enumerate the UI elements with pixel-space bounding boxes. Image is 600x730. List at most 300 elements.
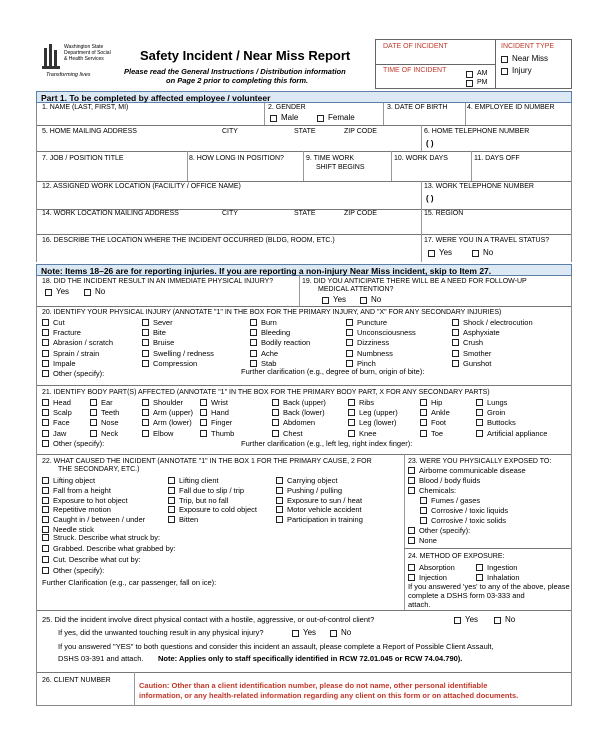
method-absorption-checkbox[interactable]: [408, 564, 415, 571]
injury-asphyxiate-checkbox[interactable]: [452, 329, 459, 336]
injury-bodily-reaction-label: Bodily reaction: [261, 338, 311, 348]
injury-gunshot-checkbox[interactable]: [452, 360, 459, 367]
q25-no-label: No: [505, 615, 516, 624]
cause-fall-from-a-height-label: Fall from a height: [53, 485, 111, 495]
q25b-no-checkbox[interactable]: [330, 630, 337, 637]
cause-trip-but-no-fall-checkbox[interactable]: [168, 497, 175, 504]
injury-sprain-strain-option[interactable]: [42, 349, 99, 358]
q25b-yes-checkbox[interactable]: [292, 630, 299, 637]
cause-participation-in-training-checkbox[interactable]: [276, 516, 283, 523]
cause-repetitive-motion-checkbox[interactable]: [42, 506, 49, 513]
agency-line-1: Washington State: [64, 44, 104, 50]
chemical-corrosive-toxic-liquids-label: Corrosive / toxic liquids: [431, 505, 509, 515]
method-ingestion-label: Ingestion: [487, 563, 518, 572]
body-leg-upper-checkbox[interactable]: [348, 409, 355, 416]
cause-lifting-client-option[interactable]: [168, 476, 219, 485]
q24-label: 24. METHOD OF EXPOSURE:: [408, 553, 505, 560]
am-option[interactable]: [466, 70, 488, 78]
body-shoulder-option[interactable]: [142, 398, 183, 407]
method-absorption-option[interactable]: [408, 563, 455, 572]
injury-fracture-checkbox[interactable]: [42, 329, 49, 336]
injury-burn-checkbox[interactable]: [250, 319, 257, 326]
injury-sever-label: Sever: [153, 318, 173, 327]
q25b-yes-option[interactable]: [292, 628, 316, 638]
injury-abrasion-scratch-label: Abrasion / scratch: [53, 338, 114, 348]
injury-swelling-redness-option[interactable]: [142, 349, 214, 358]
shift-begins-label-1: 9. TIME WORK: [306, 155, 355, 162]
body-face-label: Face: [53, 418, 70, 428]
body-knee-option[interactable]: [348, 429, 377, 438]
body-ear-checkbox[interactable]: [90, 399, 97, 406]
injury-bleeding-label: Bleeding: [261, 328, 291, 338]
body-neck-option[interactable]: [90, 429, 118, 438]
days-off-label: 11. DAYS OFF: [474, 155, 520, 162]
cause-fall-from-a-height-checkbox[interactable]: [42, 487, 49, 494]
body-artificial-appliance-checkbox[interactable]: [476, 430, 483, 437]
body-hip-checkbox[interactable]: [420, 399, 427, 406]
q19-label-1: 19. DID YOU ANTICIPATE THERE WILL BE A NEED FOR FOLLOW-UP: [302, 278, 527, 285]
body-back-upper-checkbox[interactable]: [272, 399, 279, 406]
q18-no-checkbox[interactable]: [84, 289, 91, 296]
chemical-corrosive-toxic-solids-checkbox[interactable]: [420, 517, 427, 524]
cause-desc-grabbed-describe-what-grabbed-by-option[interactable]: [42, 544, 176, 553]
exposure-airborne-communicable-disease-checkbox[interactable]: [408, 467, 415, 474]
body-thumb-option[interactable]: [200, 429, 234, 438]
body-jaw-option[interactable]: [42, 429, 66, 438]
cause-exposure-to-cold-object-option[interactable]: [168, 505, 257, 514]
body-lungs-option[interactable]: [476, 398, 507, 407]
body-hip-option[interactable]: [420, 398, 442, 407]
body-abdomen-label: Abdomen: [283, 418, 316, 428]
injury-shock-electrocution-checkbox[interactable]: [452, 319, 459, 326]
home-state-label: STATE: [294, 128, 316, 135]
body-ribs-option[interactable]: [348, 398, 374, 407]
body-back-upper-option[interactable]: [272, 398, 326, 407]
chemical-corrosive-toxic-liquids-option[interactable]: [420, 506, 508, 515]
exposure-airborne-communicable-disease-option[interactable]: [408, 466, 526, 475]
injury-abrasion-scratch-option[interactable]: [42, 338, 113, 347]
method-ingestion-option[interactable]: [476, 563, 517, 572]
injury-smother-option[interactable]: [452, 349, 491, 358]
injury-cut-checkbox[interactable]: [42, 319, 49, 326]
body-nose-option[interactable]: [90, 418, 119, 427]
injury-compression-option[interactable]: [142, 359, 197, 368]
injury-puncture-label: Puncture: [357, 318, 388, 327]
home-city-label: CITY: [222, 128, 238, 135]
cause-bitten-checkbox[interactable]: [168, 516, 175, 523]
cause-caught-in-between-under-label: Caught in / between / under: [53, 515, 146, 525]
injury-dizziness-label: Dizziness: [357, 338, 390, 348]
body-teeth-option[interactable]: [90, 408, 119, 417]
injury-bodily-reaction-option[interactable]: [250, 338, 310, 347]
home-zip-label: ZIP CODE: [344, 128, 377, 135]
injury-cut-option[interactable]: [42, 318, 65, 327]
body-arm-upper-option[interactable]: [142, 408, 193, 417]
cause-motor-vehicle-accident-option[interactable]: [276, 505, 362, 514]
body-abdomen-option[interactable]: [272, 418, 315, 427]
cause-lifting-client-checkbox[interactable]: [168, 477, 175, 484]
am-label: AM: [477, 70, 488, 77]
body-nose-checkbox[interactable]: [90, 419, 97, 426]
cause-desc-other-specify-option[interactable]: [42, 566, 104, 575]
cause-desc-struck-describe-what-struck-by-label: Struck. Describe what struck by:: [53, 533, 161, 542]
injury-smother-checkbox[interactable]: [452, 350, 459, 357]
injury-asphyxiate-option[interactable]: [452, 328, 500, 337]
cause-desc-struck-describe-what-struck-by-checkbox[interactable]: [42, 534, 49, 541]
injury-other-specify-option[interactable]: [42, 369, 104, 378]
q18-yes-option[interactable]: [45, 287, 69, 297]
body-arm-upper-checkbox[interactable]: [142, 409, 149, 416]
form-title: Safety Incident / Near Miss Report: [140, 48, 351, 63]
injury-fracture-label: Fracture: [53, 328, 81, 338]
body-other-specify-label: Other (specify):: [53, 438, 105, 448]
travel-yes-checkbox[interactable]: [428, 250, 435, 257]
injury-fracture-option[interactable]: [42, 328, 81, 337]
injury-gunshot-option[interactable]: [452, 359, 491, 368]
chemical-fumes-gases-label: Fumes / gases: [431, 496, 481, 505]
injury-sprain-strain-checkbox[interactable]: [42, 350, 49, 357]
injury-checkbox[interactable]: [501, 68, 508, 75]
body-wrist-option[interactable]: [200, 398, 228, 407]
body-other-specify-option[interactable]: [42, 439, 104, 448]
body-scalp-label: Scalp: [53, 408, 72, 418]
body-hand-option[interactable]: [200, 408, 229, 417]
q25-yes-checkbox[interactable]: [454, 617, 461, 624]
injury-crush-checkbox[interactable]: [452, 339, 459, 346]
method-inhalation-option[interactable]: [476, 573, 520, 582]
q19-no-checkbox[interactable]: [360, 297, 367, 304]
body-artificial-appliance-option[interactable]: [476, 429, 547, 438]
cause-desc-cut-describe-what-cut-by-checkbox[interactable]: [42, 556, 49, 563]
cause-trip-but-no-fall-option[interactable]: [168, 496, 228, 505]
cause-fall-from-a-height-option[interactable]: [42, 486, 111, 495]
body-elbow-checkbox[interactable]: [142, 430, 149, 437]
injury-bite-label: Bite: [153, 328, 166, 338]
body-head-option[interactable]: [42, 398, 71, 407]
near-miss-label: Near Miss: [512, 54, 549, 63]
injury-abrasion-scratch-checkbox[interactable]: [42, 339, 49, 346]
injury-bodily-reaction-checkbox[interactable]: [250, 339, 257, 346]
body-buttocks-checkbox[interactable]: [476, 419, 483, 426]
agency-logo: [42, 44, 122, 82]
cause-lifting-object-option[interactable]: [42, 476, 95, 485]
injury-ache-label: Ache: [261, 348, 279, 358]
male-option[interactable]: [270, 113, 298, 123]
injury-stab-label: Stab: [261, 358, 277, 368]
cause-carrying-object-option[interactable]: [276, 476, 337, 485]
injury-unconsciousness-checkbox[interactable]: [346, 329, 353, 336]
q25b-no-option[interactable]: [330, 628, 351, 638]
body-knee-checkbox[interactable]: [348, 430, 355, 437]
body-foot-option[interactable]: [420, 418, 446, 427]
cause-caught-in-between-under-checkbox[interactable]: [42, 516, 49, 523]
injury-swelling-redness-checkbox[interactable]: [142, 350, 149, 357]
injury-bite-checkbox[interactable]: [142, 329, 149, 336]
exposure-none-option[interactable]: [408, 536, 437, 545]
am-checkbox[interactable]: [466, 71, 473, 78]
injury-numbness-option[interactable]: [346, 349, 393, 358]
cause-participation-in-training-option[interactable]: [276, 515, 363, 524]
chemical-fumes-gases-checkbox[interactable]: [420, 497, 427, 504]
q25-yes-option[interactable]: [454, 615, 478, 625]
body-nose-label: Nose: [101, 418, 119, 428]
method-absorption-label: Absorption: [419, 563, 455, 572]
injury-compression-label: Compression: [153, 358, 198, 368]
injury-bruise-checkbox[interactable]: [142, 339, 149, 346]
method-injection-checkbox[interactable]: [408, 574, 415, 581]
injury-bleeding-option[interactable]: [250, 328, 290, 337]
cause-desc-grabbed-describe-what-grabbed-by-label: Grabbed. Describe what grabbed by:: [53, 544, 176, 553]
male-checkbox[interactable]: [270, 115, 277, 122]
injury-bite-option[interactable]: [142, 328, 166, 337]
q25-no-option[interactable]: [494, 615, 515, 625]
body-groin-label: Groin: [487, 408, 506, 418]
method-inhalation-label: Inhalation: [487, 573, 520, 582]
cause-needle-stick-checkbox[interactable]: [42, 526, 49, 533]
cause-desc-other-specify-checkbox[interactable]: [42, 567, 49, 574]
exposure-blood-body-fluids-checkbox[interactable]: [408, 477, 415, 484]
body-back-lower-checkbox[interactable]: [272, 409, 279, 416]
injury-impale-label: Impale: [53, 358, 76, 368]
injury-other-specify-label: Other (specify):: [53, 369, 105, 378]
cause-exposure-to-hot-object-checkbox[interactable]: [42, 497, 49, 504]
injury-unconsciousness-label: Unconsciousness: [357, 328, 416, 338]
travel-status-label: 17. WERE YOU IN A TRAVEL STATUS?: [424, 237, 550, 244]
cause-desc-cut-describe-what-cut-by-option[interactable]: [42, 555, 141, 564]
exposure-other-specify-label: Other (specify):: [419, 526, 471, 535]
body-teeth-checkbox[interactable]: [90, 409, 97, 416]
injury-ache-checkbox[interactable]: [250, 350, 257, 357]
body-back-upper-label: Back (upper): [283, 398, 326, 407]
body-chest-checkbox[interactable]: [272, 430, 279, 437]
injury-ache-option[interactable]: [250, 349, 278, 358]
body-abdomen-checkbox[interactable]: [272, 419, 279, 426]
body-ankle-label: Ankle: [431, 408, 450, 418]
injury-compression-checkbox[interactable]: [142, 360, 149, 367]
injury-dizziness-checkbox[interactable]: [346, 339, 353, 346]
injury-numbness-checkbox[interactable]: [346, 350, 353, 357]
body-ear-option[interactable]: [90, 398, 113, 407]
cause-lifting-object-label: Lifting object: [53, 476, 96, 485]
injury-shock-electrocution-label: Shock / electrocution: [463, 318, 533, 327]
body-other-specify-checkbox[interactable]: [42, 440, 49, 447]
body-arm-lower-option[interactable]: [142, 418, 192, 427]
method-ingestion-checkbox[interactable]: [476, 564, 483, 571]
q19-yes-label: Yes: [333, 295, 347, 304]
q25-no-checkbox[interactable]: [494, 617, 501, 624]
body-ribs-checkbox[interactable]: [348, 399, 355, 406]
injury-smother-label: Smother: [463, 348, 492, 358]
body-groin-checkbox[interactable]: [476, 409, 483, 416]
q25-instruction: If you answered "YES" to both questions and consider this incident an assault, please complete a Report of Possible Client Assault,: [58, 642, 494, 651]
body-face-option[interactable]: [42, 418, 70, 427]
injury-sever-checkbox[interactable]: [142, 319, 149, 326]
body-toe-option[interactable]: [420, 429, 443, 438]
injury-option[interactable]: [501, 66, 532, 76]
cause-exposure-to-sun-heat-option[interactable]: [276, 496, 362, 505]
cause-exposure-to-hot-object-option[interactable]: [42, 496, 128, 505]
cause-caught-in-between-under-option[interactable]: [42, 515, 145, 524]
cause-fall-due-to-slip-trip-checkbox[interactable]: [168, 487, 175, 494]
cause-fall-due-to-slip-trip-option[interactable]: [168, 486, 244, 495]
female-option[interactable]: [317, 113, 355, 123]
injury-crush-label: Crush: [463, 338, 484, 348]
q23-label: 23. WERE YOU PHYSICALLY EXPOSED TO:: [408, 458, 552, 465]
body-back-lower-option[interactable]: [272, 408, 325, 417]
exposure-chemicals-label: Chemicals:: [419, 485, 457, 495]
cause-motor-vehicle-accident-checkbox[interactable]: [276, 506, 283, 513]
injury-sever-option[interactable]: [142, 318, 173, 327]
home-address-label: 5. HOME MAILING ADDRESS: [42, 128, 137, 135]
pm-option[interactable]: [466, 79, 488, 87]
injury-dizziness-option[interactable]: [346, 338, 389, 347]
exposure-blood-body-fluids-option[interactable]: [408, 476, 480, 485]
injury-bruise-option[interactable]: [142, 338, 174, 347]
cause-bitten-option[interactable]: [168, 515, 198, 524]
body-wrist-checkbox[interactable]: [200, 399, 207, 406]
body-buttocks-option[interactable]: [476, 418, 516, 427]
body-chest-option[interactable]: [272, 429, 303, 438]
q19-yes-checkbox[interactable]: [322, 297, 329, 304]
body-thumb-checkbox[interactable]: [200, 430, 207, 437]
body-lungs-label: Lungs: [487, 398, 508, 407]
body-scalp-checkbox[interactable]: [42, 409, 49, 416]
exposure-chemicals-checkbox[interactable]: [408, 487, 415, 494]
body-jaw-checkbox[interactable]: [42, 430, 49, 437]
body-toe-checkbox[interactable]: [420, 430, 427, 437]
cause-exposure-to-cold-object-checkbox[interactable]: [168, 506, 175, 513]
q19-label-2: MEDICAL ATTENTION?: [318, 286, 394, 293]
female-checkbox[interactable]: [317, 115, 324, 122]
exposure-none-label: None: [419, 536, 437, 545]
body-toe-label: Toe: [431, 428, 444, 438]
body-wrist-label: Wrist: [211, 398, 228, 407]
injury-other-specify-checkbox[interactable]: [42, 370, 49, 377]
body-elbow-option[interactable]: [142, 429, 173, 438]
cause-desc-struck-describe-what-struck-by-option[interactable]: [42, 533, 160, 542]
q18-no-option[interactable]: [84, 287, 105, 297]
injury-burn-option[interactable]: [250, 318, 277, 327]
cause-carrying-object-checkbox[interactable]: [276, 477, 283, 484]
pm-checkbox[interactable]: [466, 80, 473, 87]
method-injection-option[interactable]: [408, 573, 447, 582]
body-arm-lower-checkbox[interactable]: [142, 419, 149, 426]
body-buttocks-label: Buttocks: [487, 418, 516, 428]
travel-no-checkbox[interactable]: [472, 250, 479, 257]
body-arm-upper-label: Arm (upper): [153, 408, 194, 418]
home-phone-label: 6. HOME TELEPHONE NUMBER: [424, 128, 530, 135]
cause-needle-stick-label: Needle stick: [53, 525, 94, 534]
incident-location-label: 16. DESCRIBE THE LOCATION WHERE THE INCIDENT OCCURRED (BLDG, ROOM, ETC.): [42, 237, 335, 244]
body-lungs-checkbox[interactable]: [476, 399, 483, 406]
travel-no-option[interactable]: [472, 248, 493, 258]
agency-line-2: Department of Social: [64, 50, 111, 56]
exposure-chemicals-option[interactable]: [408, 486, 456, 495]
exposure-none-checkbox[interactable]: [408, 537, 415, 544]
body-finger-label: Finger: [211, 418, 233, 428]
body-finger-option[interactable]: [200, 418, 232, 427]
near-miss-option[interactable]: [501, 54, 548, 64]
employee-id-label: 4. EMPLOYEE ID NUMBER: [467, 104, 555, 111]
body-head-checkbox[interactable]: [42, 399, 49, 406]
cause-exposure-to-sun-heat-label: Exposure to sun / heat: [287, 495, 363, 505]
body-leg-lower-checkbox[interactable]: [348, 419, 355, 426]
injury-impale-checkbox[interactable]: [42, 360, 49, 367]
body-artificial-appliance-label: Artificial appliance: [487, 428, 548, 438]
body-finger-checkbox[interactable]: [200, 419, 207, 426]
body-hand-label: Hand: [211, 408, 229, 418]
method-note-2: attach.: [408, 600, 431, 609]
body-leg-lower-label: Leg (lower): [359, 418, 397, 428]
cause-pushing-pulling-option[interactable]: [276, 486, 342, 495]
exposure-other-specify-checkbox[interactable]: [408, 527, 415, 534]
cause-desc-grabbed-describe-what-grabbed-by-checkbox[interactable]: [42, 545, 49, 552]
body-groin-option[interactable]: [476, 408, 505, 417]
body-hand-checkbox[interactable]: [200, 409, 207, 416]
chemical-corrosive-toxic-liquids-checkbox[interactable]: [420, 507, 427, 514]
exposure-other-specify-option[interactable]: [408, 526, 470, 535]
method-inhalation-checkbox[interactable]: [476, 574, 483, 581]
chemical-corrosive-toxic-solids-option[interactable]: [420, 516, 506, 525]
body-neck-label: Neck: [101, 428, 119, 438]
body-foot-label: Foot: [431, 418, 447, 428]
injury-label: Injury: [512, 66, 532, 75]
cause-pushing-pulling-label: Pushing / pulling: [287, 485, 343, 495]
region-label: 15. REGION: [424, 210, 464, 217]
instructions-line-2: on Page 2 prior to completing this form.: [166, 76, 309, 85]
injury-unconsciousness-option[interactable]: [346, 328, 416, 337]
injury-puncture-checkbox[interactable]: [346, 319, 353, 326]
cause-repetitive-motion-option[interactable]: [42, 505, 111, 514]
work-days-label: 10. WORK DAYS: [394, 155, 448, 162]
q19-no-label: No: [371, 295, 382, 304]
q19-no-option[interactable]: [360, 295, 381, 305]
q19-yes-option[interactable]: [322, 295, 346, 305]
injury-crush-option[interactable]: [452, 338, 483, 347]
body-ankle-checkbox[interactable]: [420, 409, 427, 416]
injury-bleeding-checkbox[interactable]: [250, 329, 257, 336]
injury-pinch-checkbox[interactable]: [346, 360, 353, 367]
cause-lifting-object-checkbox[interactable]: [42, 477, 49, 484]
cause-pushing-pulling-checkbox[interactable]: [276, 487, 283, 494]
q18-yes-checkbox[interactable]: [45, 289, 52, 296]
dshs-logo-icon: [42, 44, 62, 70]
body-scalp-option[interactable]: [42, 408, 72, 417]
injury-stab-checkbox[interactable]: [250, 360, 257, 367]
body-neck-checkbox[interactable]: [90, 430, 97, 437]
cause-exposure-to-sun-heat-checkbox[interactable]: [276, 497, 283, 504]
near-miss-checkbox[interactable]: [501, 56, 508, 63]
body-shoulder-checkbox[interactable]: [142, 399, 149, 406]
injury-shock-electrocution-option[interactable]: [452, 318, 533, 327]
body-ear-label: Ear: [101, 398, 113, 407]
q25-instruction-2: DSHS 03-391 and attach.: [58, 654, 144, 663]
injury-puncture-option[interactable]: [346, 318, 387, 327]
travel-yes-option[interactable]: [428, 248, 452, 258]
body-face-checkbox[interactable]: [42, 419, 49, 426]
chemical-fumes-gases-option[interactable]: [420, 496, 480, 505]
caution-line-2: information, or any health-related information regarding any client on this form or on attached documents.: [139, 691, 519, 700]
exposure-blood-body-fluids-label: Blood / body fluids: [419, 475, 481, 485]
injury-impale-option[interactable]: [42, 359, 76, 368]
body-leg-lower-option[interactable]: [348, 418, 397, 427]
dob-label: 3. DATE OF BIRTH: [387, 104, 448, 111]
body-ankle-option[interactable]: [420, 408, 450, 417]
body-leg-upper-option[interactable]: [348, 408, 398, 417]
cause-motor-vehicle-accident-label: Motor vehicle accident: [287, 505, 362, 515]
q22-label-1: 22. WHAT CAUSED THE INCIDENT (ANNOTATE "1" IN THE BOX 1 FOR THE PRIMARY CAUSE, 2 FOR: [42, 458, 372, 465]
body-foot-checkbox[interactable]: [420, 419, 427, 426]
